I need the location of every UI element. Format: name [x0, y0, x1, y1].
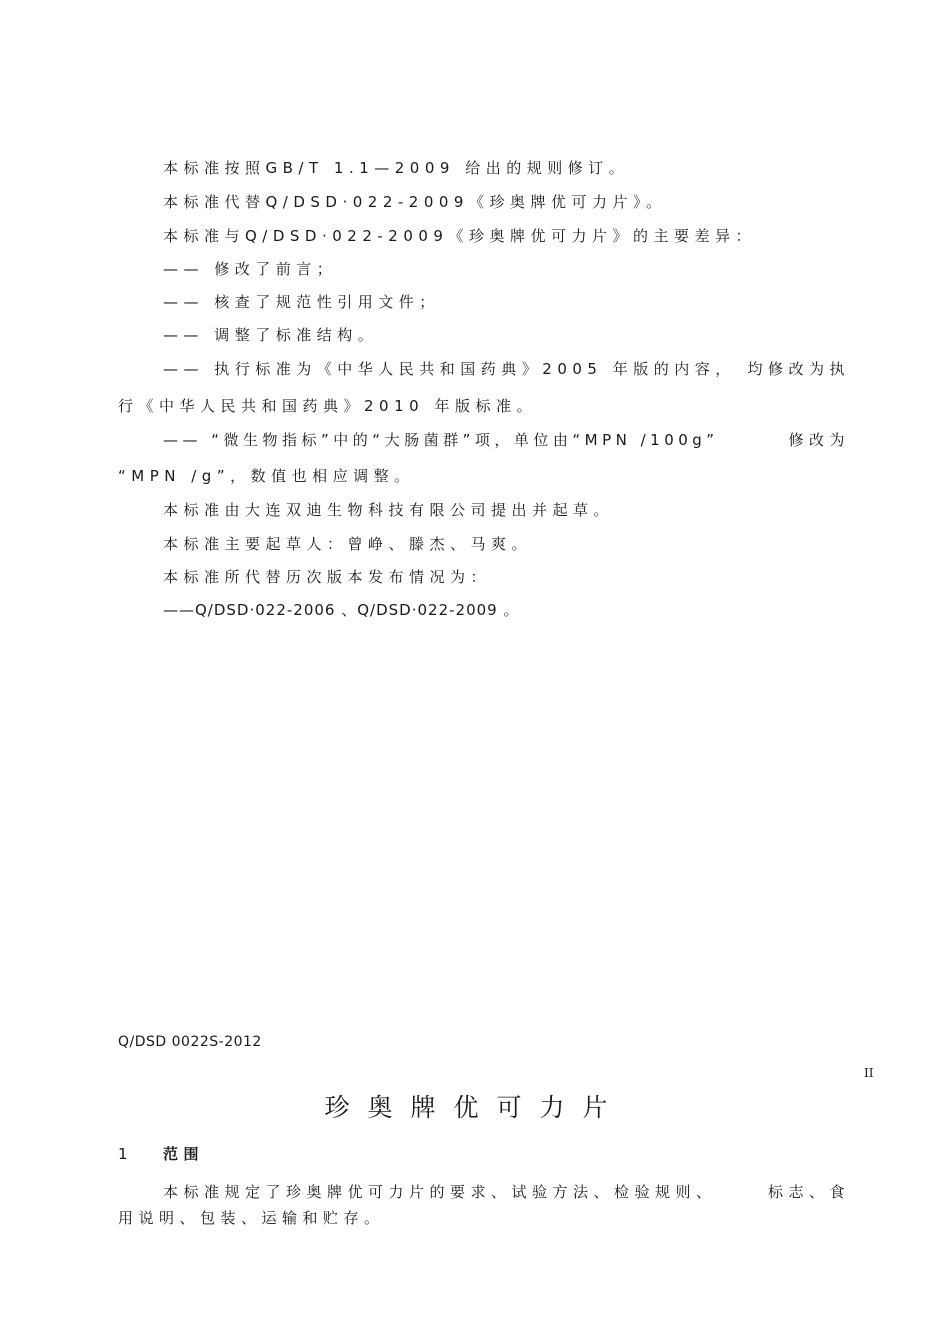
- change-item-4-part-2: 均修改为执: [747, 360, 850, 378]
- foreword-drafter-org: 本标准由大连双迪生物科技有限公司提出并起草。: [163, 501, 615, 519]
- doc-code: Q/DSD 0022S-2012: [118, 1034, 262, 1050]
- foreword-history-list: ——Q/DSD·022-2006 、Q/DSD·022-2009 。: [163, 601, 520, 619]
- foreword-line-2: 本标准代替Q/DSD·022-2009《珍奥牌优可力片》。: [163, 193, 667, 211]
- change-item-5-part-2: 修改为: [788, 431, 850, 449]
- change-item-5-cont: “MPN /g”，数值也相应调整。: [118, 467, 415, 485]
- change-item-5: [163, 430, 850, 450]
- section-1-body-cont: 用说明、包装、运输和贮存。: [118, 1209, 385, 1227]
- section-1-body: [163, 1182, 850, 1202]
- foreword-history-label: 本标准所代替历次版本发布情况为：: [163, 568, 492, 586]
- document-title: 珍奥牌优可力片: [324, 1093, 626, 1122]
- foreword-line-3: 本标准与Q/DSD·022-2009《珍奥牌优可力片》的主要差异：: [163, 227, 756, 245]
- change-item-5-part-1: —— “微生物指标”中的“大肠菌群”项，单位由“MPN /100g”: [163, 431, 719, 449]
- change-item-4-cont: 行《中华人民共和国药典》2010 年版标准。: [118, 397, 537, 415]
- change-item-3: —— 调整了标准结构。: [163, 326, 379, 344]
- section-1-heading: 范围: [163, 1145, 205, 1163]
- change-item-2: —— 核查了规范性引用文件；: [163, 293, 440, 311]
- section-1-number: 1: [118, 1145, 128, 1163]
- section-1-body-part-2: 标志、食: [767, 1183, 850, 1201]
- page-number: II: [864, 1066, 874, 1080]
- change-item-4: [163, 359, 850, 379]
- change-item-4-part-1: —— 执行标准为《中华人民共和国药典》2005 年版的内容，: [163, 360, 736, 378]
- section-1-body-part-1: 本标准规定了珍奥牌优可力片的要求、试验方法、检验规则、: [163, 1183, 717, 1201]
- foreword-line-1: 本标准按照GB/T 1.1—2009 给出的规则修订。: [163, 159, 630, 177]
- foreword-drafters: 本标准主要起草人：曾峥、滕杰、马爽。: [163, 535, 533, 553]
- change-item-1: —— 修改了前言；: [163, 260, 338, 278]
